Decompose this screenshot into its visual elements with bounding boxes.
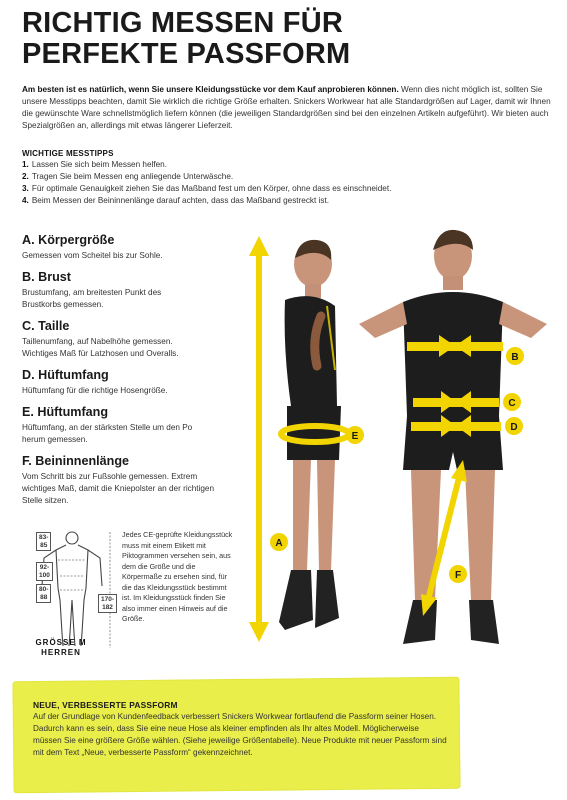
measurement-list [22,232,237,514]
measure-f [22,453,237,507]
measure-title: D. Hüftumfang [22,368,109,382]
size-label-line-1: GRÖSSE M [35,638,87,647]
height-size-chip [98,594,117,613]
callout-text: Auf der Grundlage von Kundenfeedback verbessert Snickers Workwear fortlaufend die Passform seiner Hosen. Dadurch kann es sein, dass Sie eine neue Hose als kleiner empfinden als Ihr altes Modell. Möglicherweise müssen Sie eine größere Größe wählen. (Siehe jeweilige Größentabelle). Neue Produkte mit neuer Passform sind mit dem Text „Neue, verbesserte Passform“ gekennzeichnet. [33,712,447,757]
badge-a: A [275,538,283,549]
tip-text: Für optimale Genauigkeit ziehen Sie das Maßband fest um den Körper, ohne dass es einschneidet. [31,184,392,193]
intro-text: Wenn dies nicht möglich ist, sollten Sie unsere Messtipps beachten, damit Sie wirklich die richtige Größe erhalten. Snickers Workwear hat alle Standardgrößen auf Lager, damit wir Ihnen die gewünschte Ware schnellstmöglich liefern können (die jeweiligen Standardgrößen sind bei den einzelnen Artikeln aufgeführt). Wir bieten auch Spezialgrößen an, allerdings mit etwas längerer Lieferzeit. [22,85,551,130]
measure-d [22,367,237,397]
ce-label-note: Jedes CE-geprüfte Kleidungsstück muss mit einem Etikett mit Piktogrammen versehen sein, aus dem die Größe und die Körpermaße zu ersehen sind, für die das Kleidungsstück bestimmt ist. Im Kleidungsstück finden Sie also immer einen Hinweis auf die Größe. [122,530,233,623]
badge-d: D [510,422,518,433]
measure-title: F. Beininnenlänge [22,454,130,468]
badge-b: B [511,352,519,363]
chip-text: 92- 100 [39,564,50,579]
measure-desc: Gemessen vom Scheitel bis zur Sohle. [22,251,163,260]
title-line-2: PERFEKTE PASSFORM [22,38,351,70]
waist-size-chip [36,562,53,581]
tip-number: 2. [22,172,29,181]
badge-c: C [508,398,516,409]
chip-text: 80- 88 [39,586,49,601]
tips-heading: WICHTIGE MESSTIPPS [22,149,114,158]
measure-desc: Vom Schritt bis zur Fußsohle gemessen. Extrem wichtiges Maß, damit die Kniepolster an der richtigen Stelle sitzen. [22,472,215,505]
tip-text: Lassen Sie sich beim Messen helfen. [31,160,168,169]
measure-a [22,232,237,262]
tip-number: 4. [22,196,29,205]
size-label-line-2: HERREN [41,648,81,657]
measure-title: B. Brust [22,270,71,284]
side-figure [279,240,341,630]
page-title [22,8,552,70]
measure-desc: Hüftumfang, an der stärksten Stelle um den Po herum gemessen. [22,423,193,444]
badge-f: F [454,570,462,581]
figures-svg [235,220,567,660]
measure-c [22,318,237,360]
measure-title: E. Hüftumfang [22,405,109,419]
measure-desc: Hüftumfang für die richtige Hosengröße. [22,386,168,395]
intro-paragraph [22,84,552,132]
chest-size-chip [36,532,51,551]
tip-number: 1. [22,160,29,169]
measure-desc: Brustumfang, am breitesten Punkt des Brustkorbs gemessen. [22,288,162,309]
tip-item [22,195,542,207]
title-line-1: RICHTIG MESSEN FÜR [22,7,343,39]
tip-number: 3. [22,184,29,193]
measure-desc: Taillenumfang, auf Nabelhöhe gemessen. Wichtiges Maß für Latzhosen und Overalls. [22,337,179,358]
tip-text: Tragen Sie beim Messen eng anliegende Unterwäsche. [31,172,234,181]
measure-title: A. Körpergröße [22,233,115,247]
callout-heading: NEUE, VERBESSERTE PASSFORM [33,700,178,710]
new-fit-callout [0,680,567,800]
measure-title: C. Taille [22,319,70,333]
intro-bold: Am besten ist es natürlich, wenn Sie unsere Kleidungsstücke vor dem Kauf anprobieren können. [22,85,399,94]
size-label [22,638,100,658]
tip-item [22,159,542,171]
measure-e [22,404,237,446]
front-figure [359,230,547,644]
tip-item [22,183,542,195]
measure-b [22,269,237,311]
hip-size-chip [36,584,51,603]
height-arrow [249,236,269,642]
measurement-illustration [235,220,567,660]
chip-text: 83- 85 [39,534,49,549]
tip-item [22,171,542,183]
tips-list [22,159,542,207]
chip-text: 170- 182 [101,596,115,611]
tip-text: Beim Messen der Beininnenlänge darauf achten, dass das Maßband gestreckt ist. [31,196,330,205]
badge-e: E [351,431,359,442]
